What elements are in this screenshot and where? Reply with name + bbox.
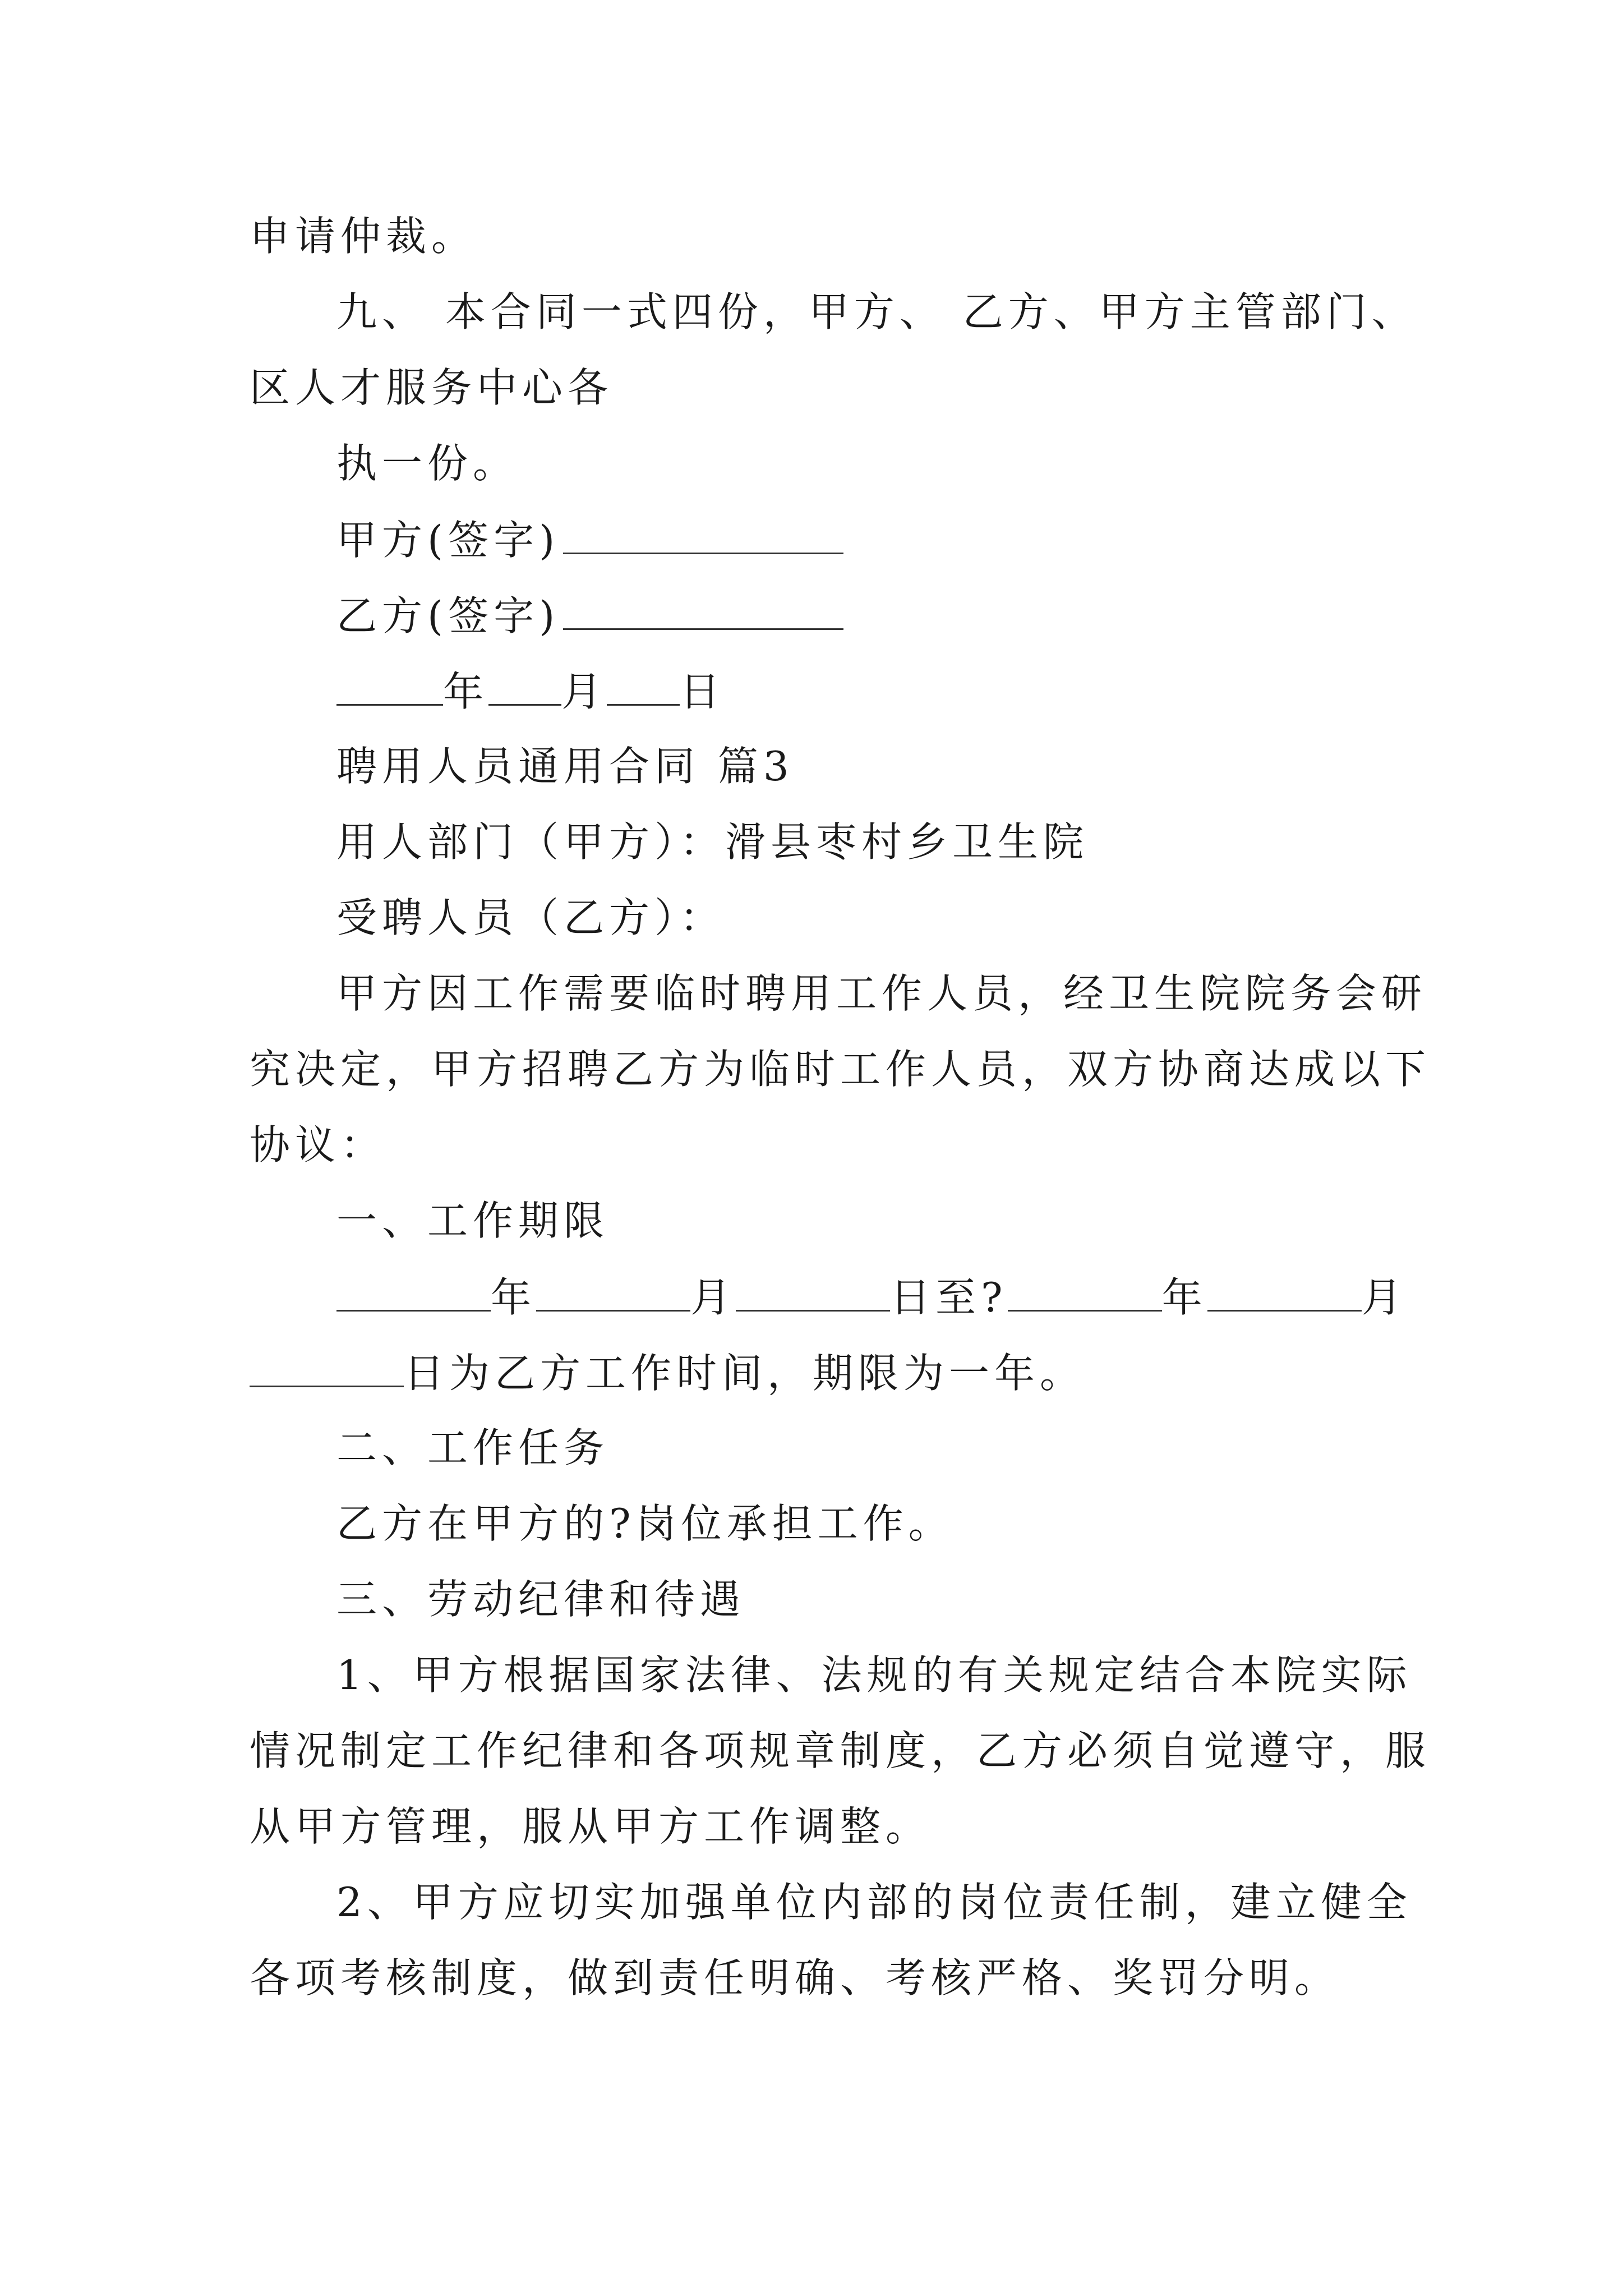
day-blank[interactable]: [607, 670, 680, 706]
text-line: 究决定，甲方招聘乙方为临时工作人员，双方协商达成以下: [250, 1046, 1431, 1093]
party-b-signature-line: [336, 592, 843, 639]
end-day-blank[interactable]: [250, 1352, 404, 1387]
party-a-signature-blank[interactable]: [563, 519, 843, 554]
clause-heading: 一、工作期限: [336, 1197, 610, 1244]
employer-line: 用人部门（甲方）：滑县枣村乡卫生院: [336, 818, 1089, 866]
day-label: 日: [680, 668, 726, 715]
start-day-blank[interactable]: [736, 1276, 890, 1312]
end-year-label: 年: [1161, 1274, 1207, 1321]
end-month-blank[interactable]: [1207, 1276, 1362, 1312]
clause-nine-line: 九、 本合同一式四份，甲方、 乙方、甲方主管部门、: [336, 288, 1417, 335]
text-line: 1、甲方根据国家法律、法规的有关规定结合本院实际: [336, 1651, 1412, 1699]
text-line: 各项考核制度，做到责任明确、考核严格、奖罚分明。: [250, 1954, 1340, 2001]
start-year-blank[interactable]: [336, 1276, 491, 1312]
party-a-signature-line: [336, 517, 843, 564]
party-a-signature-label: 甲方(签字): [336, 517, 560, 564]
term-date-line: [336, 1274, 1407, 1321]
start-month-label: 月: [690, 1274, 736, 1321]
year-label: 年: [443, 668, 489, 715]
start-month-blank[interactable]: [536, 1276, 690, 1312]
start-day-to-label: 日至?: [890, 1274, 1008, 1321]
text-line: 2、甲方应切实加强单位内部的岗位责任制，建立健全: [336, 1879, 1412, 1926]
end-month-label: 月: [1361, 1274, 1407, 1321]
text-line: 区人才服务中心各: [250, 364, 614, 411]
term-text: 日为乙方工作时间，期限为一年。: [404, 1350, 1086, 1397]
text-line: 执一份。: [336, 440, 519, 487]
date-line: [336, 668, 726, 715]
text-line: 乙方在甲方的?岗位承担工作。: [336, 1500, 954, 1547]
text-line: 协议：: [250, 1121, 386, 1168]
year-blank[interactable]: [336, 670, 443, 706]
employee-line: 受聘人员（乙方）：: [336, 894, 726, 941]
text-line: 从甲方管理，服从甲方工作调整。: [250, 1803, 932, 1850]
section-heading: 聘用人员通用合同 篇3: [336, 743, 794, 790]
term-date-line-cont: [250, 1350, 1086, 1397]
month-blank[interactable]: [488, 670, 561, 706]
clause-heading: 三、劳动纪律和待遇: [336, 1576, 746, 1623]
text-line: 申请仲裁。: [250, 213, 477, 260]
party-b-signature-label: 乙方(签字): [336, 592, 560, 639]
party-b-signature-blank[interactable]: [563, 595, 843, 630]
text-line: 甲方因工作需要临时聘用工作人员，经卫生院院务会研: [336, 970, 1427, 1017]
clause-heading: 二、工作任务: [336, 1424, 610, 1471]
text-line: 情况制定工作纪律和各项规章制度，乙方必须自觉遵守，服: [250, 1727, 1431, 1774]
month-label: 月: [561, 668, 607, 715]
end-year-blank[interactable]: [1008, 1276, 1162, 1312]
start-year-label: 年: [491, 1274, 537, 1321]
